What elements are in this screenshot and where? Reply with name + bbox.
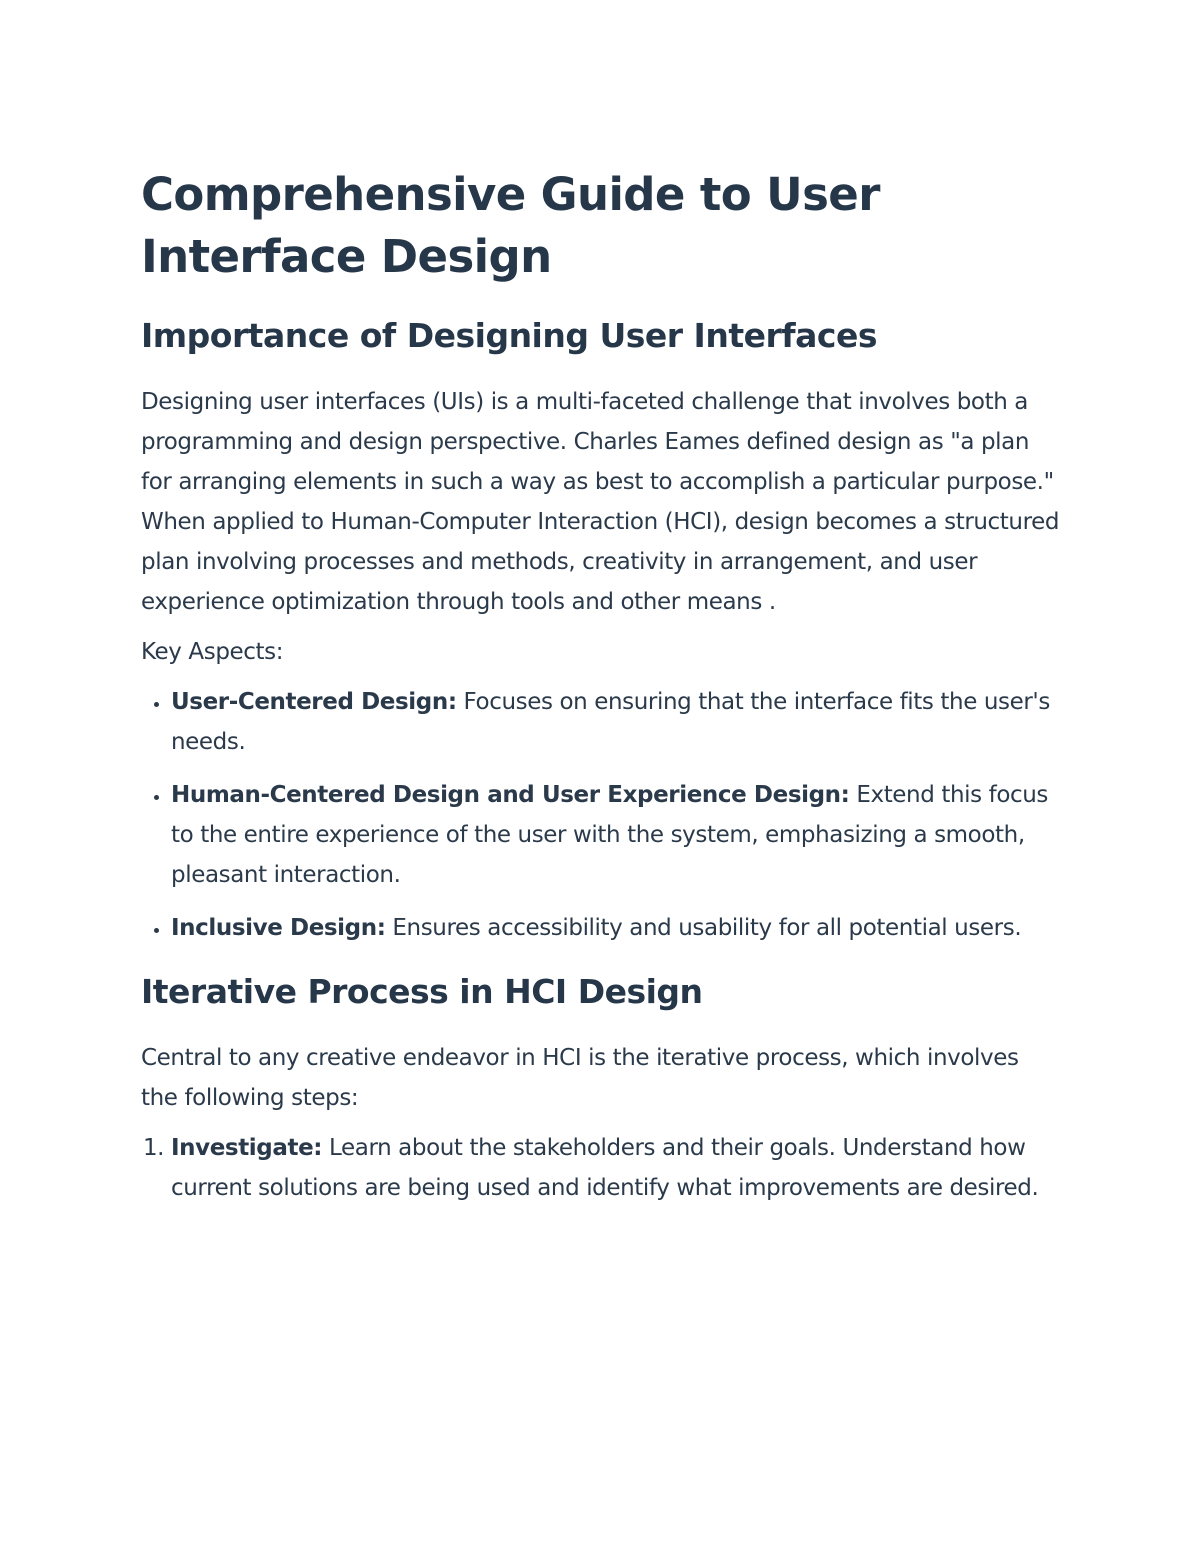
list-item [171, 682, 1061, 762]
aspect-term: User-Centered Design: [171, 689, 457, 715]
page-title: Comprehensive Guide to User Interface Design [141, 168, 880, 283]
aspects-list [141, 682, 1061, 948]
aspect-text: Ensures accessibility and usability for all potential users. [385, 915, 1022, 941]
aspect-term: Inclusive Design: [171, 915, 386, 941]
iterative-paragraph: Central to any creative endeavor in HCI is the iterative process, which involves the following steps: [141, 1045, 1019, 1111]
aspect-text: Focuses on ensuring that the interface fits the user's needs. [171, 689, 1050, 755]
document-page [141, 164, 1061, 1221]
key-aspects-label: Key Aspects: [141, 639, 284, 665]
steps-list [141, 1128, 1061, 1208]
section-heading-importance: Importance of Designing User Interfaces [141, 316, 877, 355]
list-item [171, 908, 1061, 948]
step-text: Learn about the stakeholders and their goals. Understand how current solutions are being used and identify what improvements are desired. [171, 1135, 1039, 1201]
aspect-term: Human-Centered Design and User Experience Design: [171, 782, 850, 808]
step-term: Investigate: [171, 1135, 323, 1161]
section-heading-iterative: Iterative Process in HCI Design [141, 972, 703, 1011]
aspect-text: Extend this focus to the entire experience of the user with the system, emphasizing a smooth, pleasant interaction. [171, 782, 1049, 888]
list-item [171, 1128, 1061, 1208]
list-item [171, 775, 1061, 895]
intro-paragraph: Designing user interfaces (UIs) is a multi-faceted challenge that involves both a programming and design perspective. Charles Eames defined design as "a plan for arranging elements in such a way as best to accomplish a particular purpose." When applied to Human-Computer Interaction (HCI), design becomes a structured plan involving processes and methods, creativity in arrangement, and user experience optimization through tools and other means . [141, 389, 1060, 615]
